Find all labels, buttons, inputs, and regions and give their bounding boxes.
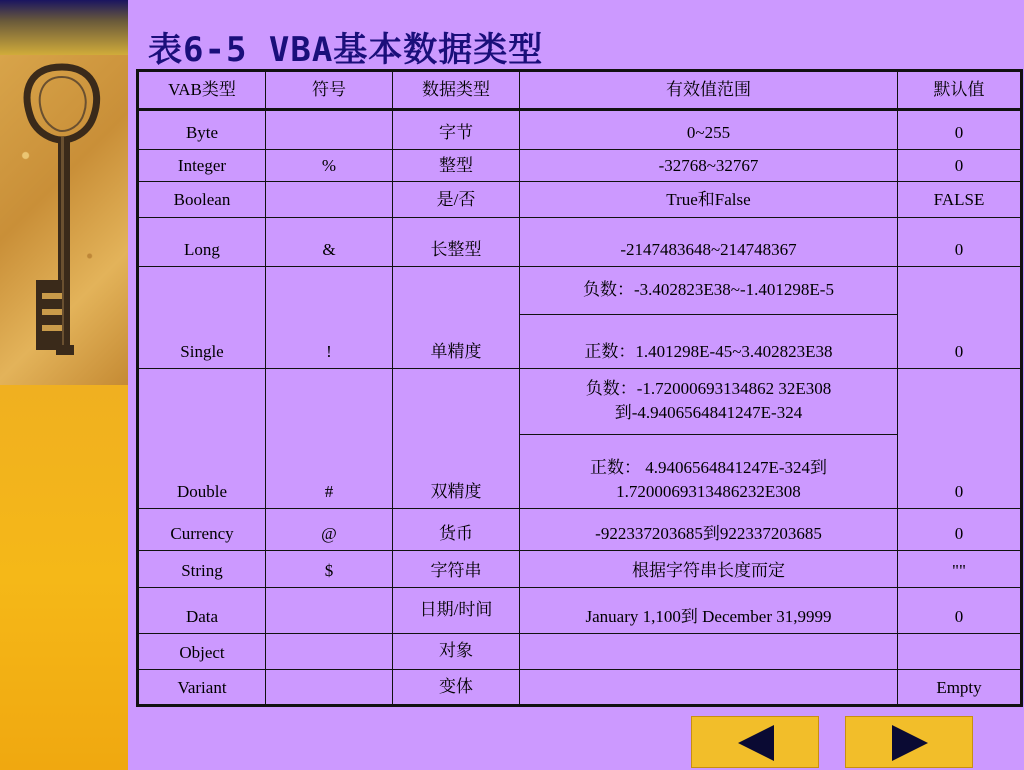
range-cell: -32768~32767 bbox=[520, 150, 898, 182]
table-row bbox=[138, 551, 1022, 587]
table-row bbox=[138, 110, 1022, 150]
page-title: 表6-5 VBA基本数据类型 bbox=[148, 30, 544, 70]
table-row bbox=[138, 150, 1022, 182]
range-negative-cell: 负数：-3.402823E38~-1.401298E-5 bbox=[520, 266, 898, 314]
default-cell: 0 bbox=[898, 587, 1022, 633]
data-types-table bbox=[136, 69, 1023, 707]
symbol-cell: # bbox=[266, 368, 393, 508]
range-cell bbox=[520, 633, 898, 669]
table-row bbox=[138, 218, 1022, 266]
default-cell: Empty bbox=[898, 669, 1022, 705]
table-row bbox=[138, 368, 1022, 434]
table-row bbox=[138, 669, 1022, 705]
range-cell: True和False bbox=[520, 182, 898, 218]
type-cell: Variant bbox=[138, 669, 266, 705]
symbol-cell: $ bbox=[266, 551, 393, 587]
range-cell: -922337203685到922337203685 bbox=[520, 509, 898, 551]
type-cell: Byte bbox=[138, 110, 266, 150]
key-image bbox=[0, 55, 128, 390]
default-cell: 0 bbox=[898, 110, 1022, 150]
table-row bbox=[138, 633, 1022, 669]
range-cell: -2147483648~214748367 bbox=[520, 218, 898, 266]
header-cell: 数据类型 bbox=[393, 71, 520, 110]
symbol-cell bbox=[266, 669, 393, 705]
dtype-cell: 字节 bbox=[393, 110, 520, 150]
right-triangle-icon bbox=[892, 725, 928, 761]
default-cell: 0 bbox=[898, 509, 1022, 551]
range-positive-cell: 正数：1.401298E-45~3.402823E38 bbox=[520, 314, 898, 368]
type-cell: Object bbox=[138, 633, 266, 669]
default-cell: FALSE bbox=[898, 182, 1022, 218]
default-cell: 0 bbox=[898, 150, 1022, 182]
symbol-cell: ! bbox=[266, 266, 393, 368]
type-cell: Long bbox=[138, 218, 266, 266]
default-cell bbox=[898, 633, 1022, 669]
dtype-cell: 整型 bbox=[393, 150, 520, 182]
type-cell: Data bbox=[138, 587, 266, 633]
default-cell: 0 bbox=[898, 266, 1022, 368]
type-cell: Integer bbox=[138, 150, 266, 182]
next-slide-button[interactable] bbox=[845, 716, 973, 768]
dtype-cell: 是/否 bbox=[393, 182, 520, 218]
type-cell: String bbox=[138, 551, 266, 587]
range-cell: 0~255 bbox=[520, 110, 898, 150]
range-cell: 根据字符串长度而定 bbox=[520, 551, 898, 587]
dtype-cell: 日期/时间 bbox=[393, 587, 520, 633]
symbol-cell bbox=[266, 633, 393, 669]
dtype-cell: 货币 bbox=[393, 509, 520, 551]
range-negative-cell: 负数：-1.72000693134862 32E308到-4.9406564841247E-324 bbox=[520, 368, 898, 434]
symbol-cell bbox=[266, 110, 393, 150]
header-cell: 有效值范围 bbox=[520, 71, 898, 110]
dtype-cell: 单精度 bbox=[393, 266, 520, 368]
dtype-cell: 对象 bbox=[393, 633, 520, 669]
header-cell: 默认值 bbox=[898, 71, 1022, 110]
range-cell bbox=[520, 669, 898, 705]
symbol-cell: % bbox=[266, 150, 393, 182]
symbol-cell: @ bbox=[266, 509, 393, 551]
dtype-cell: 变体 bbox=[393, 669, 520, 705]
sidebar-gold-band bbox=[0, 0, 128, 60]
type-cell: Currency bbox=[138, 509, 266, 551]
key-icon bbox=[0, 55, 128, 390]
dtype-cell: 长整型 bbox=[393, 218, 520, 266]
table-row bbox=[138, 182, 1022, 218]
range-cell: January 1,100到 December 31,9999 bbox=[520, 587, 898, 633]
table-row bbox=[138, 266, 1022, 314]
table-row bbox=[138, 587, 1022, 633]
left-triangle-icon bbox=[738, 725, 774, 761]
dtype-cell: 双精度 bbox=[393, 368, 520, 508]
sidebar-orange-band bbox=[0, 385, 128, 770]
default-cell: 0 bbox=[898, 368, 1022, 508]
symbol-cell: & bbox=[266, 218, 393, 266]
type-cell: Boolean bbox=[138, 182, 266, 218]
default-cell: "" bbox=[898, 551, 1022, 587]
symbol-cell bbox=[266, 182, 393, 218]
table-header-row bbox=[138, 71, 1022, 110]
dtype-cell: 字符串 bbox=[393, 551, 520, 587]
range-positive-cell: 正数： 4.9406564841247E-324到1.7200069313486232E308 bbox=[520, 435, 898, 509]
header-cell: 符号 bbox=[266, 71, 393, 110]
previous-slide-button[interactable] bbox=[691, 716, 819, 768]
header-cell: VAB类型 bbox=[138, 71, 266, 110]
symbol-cell bbox=[266, 587, 393, 633]
table-row bbox=[138, 509, 1022, 551]
type-cell: Single bbox=[138, 266, 266, 368]
default-cell: 0 bbox=[898, 218, 1022, 266]
type-cell: Double bbox=[138, 368, 266, 508]
